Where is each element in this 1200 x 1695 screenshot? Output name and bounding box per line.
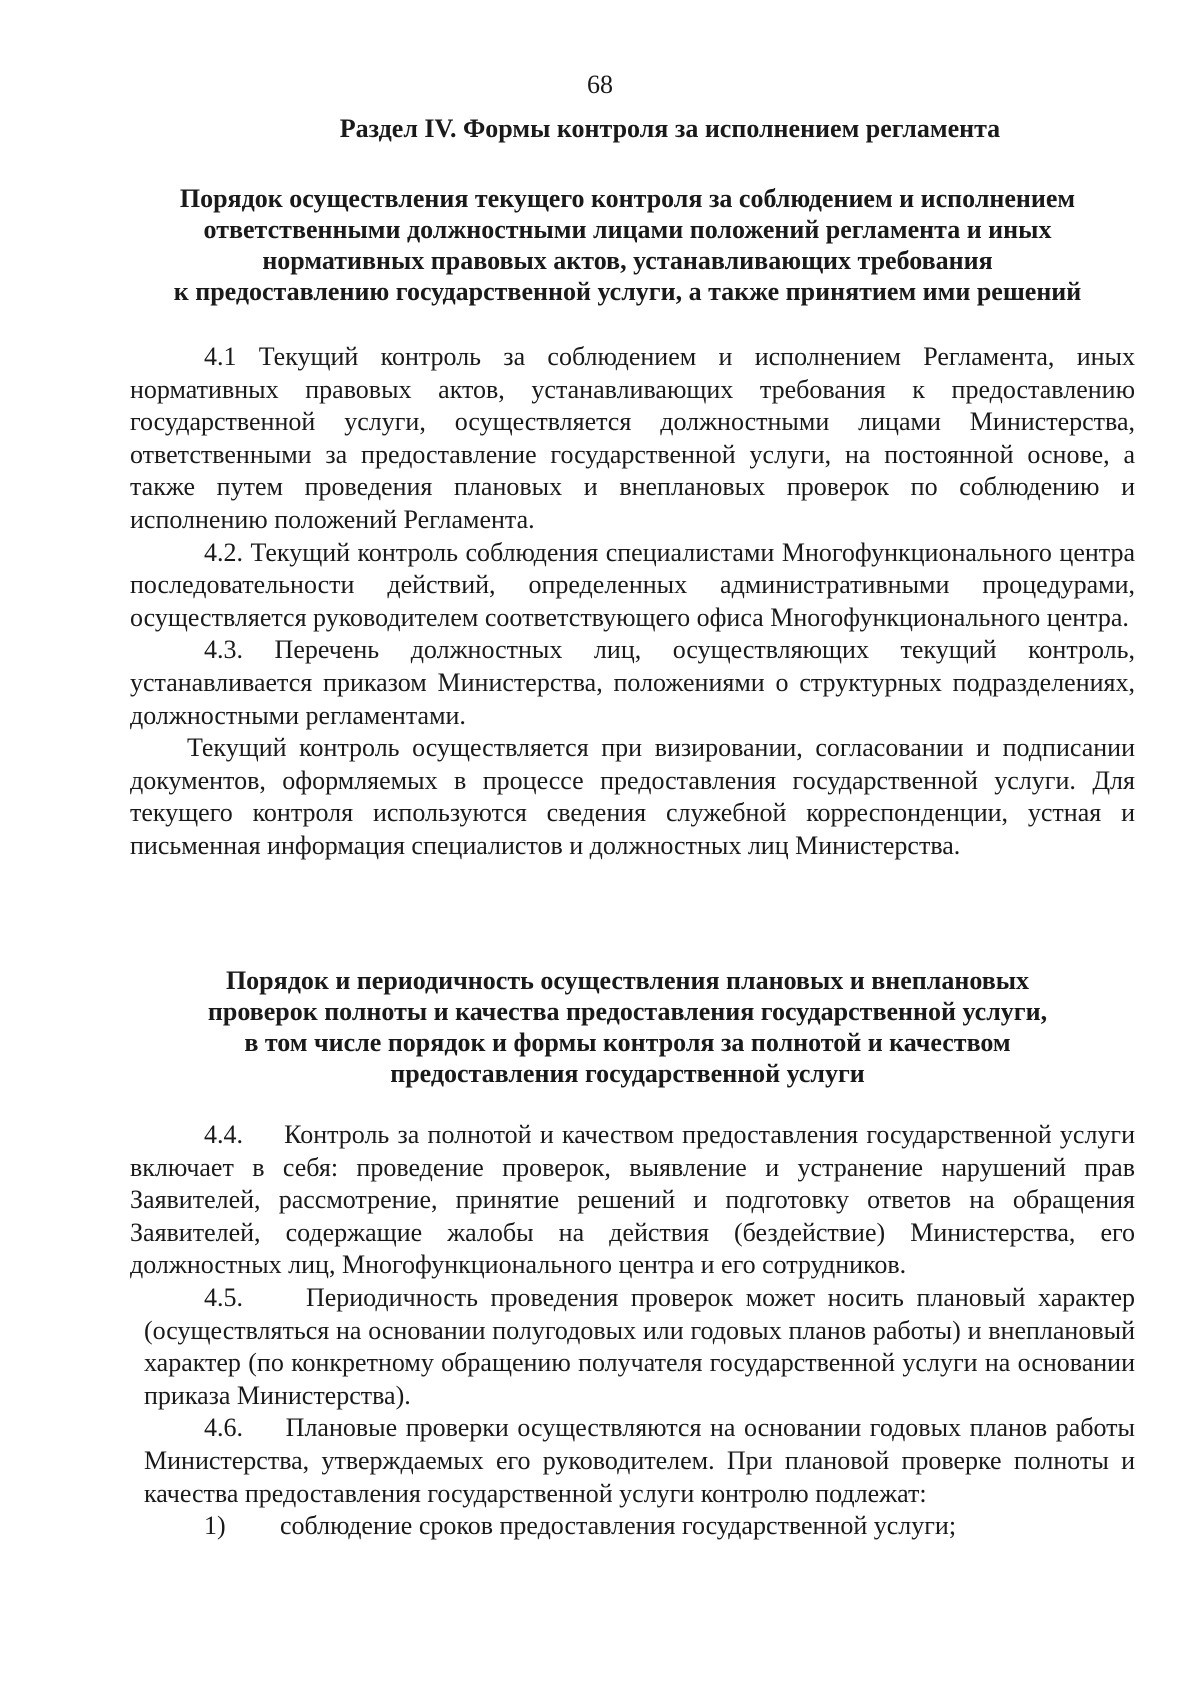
list-item-text: соблюдение сроков предоставления государственной услуги; bbox=[280, 1511, 957, 1541]
paragraph-4-2: 4.2. Текущий контроль соблюдения специалистами Многофункционального центра последовательности действий, определенных административными процедурами, осуществляется руководителем соответствующего офиса Многофункционального центра. bbox=[130, 537, 1135, 632]
section-title: Раздел IV. Формы контроля за исполнением регламента bbox=[339, 114, 1001, 143]
body-block-inspections bbox=[130, 1119, 1142, 1543]
subsection-heading-current-control bbox=[125, 183, 1130, 307]
paragraph-4-4: 4.4. Контроль за полнотой и качеством предоставления государственной услуги включает в себя: проведение проверок, выявление и устранение нарушений прав Заявителей, рассмотрение, принятие решений и подготовку ответов на обращения Заявителей, содержащие жалобы на действия (бездействие) Министерства, его должностных лиц, Многофункционального центра и его сотрудников. bbox=[130, 1120, 1142, 1280]
paragraph-4-5: 4.5. Периодичность проведения проверок может носить плановый характер (осуществляться на основании полугодовых или годовых планов работы) и внеплановый характер (по конкретному обращению получателя государственной услуги на основании приказа Министерства). bbox=[144, 1282, 1142, 1410]
page-number: 68 bbox=[587, 70, 613, 99]
heading-line: ответственными должностными лицами положений регламента и иных bbox=[203, 215, 1052, 244]
heading-line: к предоставлению государственной услуги, а также принятием ими решений bbox=[173, 277, 1082, 306]
paragraph-4-1: 4.1 Текущий контроль за соблюдением и исполнением Регламента, иных нормативных правовых актов, устанавливающих требования к предоставлению государственной услуги, осуществляется должностными лицами Министерства, ответственными за предоставление государственной услуги, на постоянной основе, а также путем проведения плановых и внеплановых проверок по соблюдению и исполнению положений Регламента. bbox=[130, 342, 1135, 534]
paragraph-current-control-details: Текущий контроль осуществляется при визировании, согласовании и подписании документов, оформляемых в процессе предоставления государственной услуги. Для текущего контроля используются сведения служебной корреспонденции, устная и письменная информация специалистов и должностных лиц Министерства. bbox=[130, 733, 1135, 860]
heading-line: проверок полноты и качества предоставления государственной услуги, bbox=[207, 997, 1048, 1026]
heading-line: Порядок осуществления текущего контроля за соблюдением и исполнением bbox=[179, 184, 1076, 213]
heading-line: Порядок и периодичность осуществления плановых и внеплановых bbox=[225, 966, 1030, 995]
list-item-number: 1) bbox=[204, 1511, 226, 1541]
heading-line: предоставления государственной услуги bbox=[390, 1059, 865, 1088]
paragraph-4-6: 4.6. Плановые проверки осуществляются на основании годовых планов работы Министерства, утверждаемых его руководителем. При плановой проверке полноты и качества предоставления государственной услуги контролю подлежат: bbox=[144, 1413, 1142, 1508]
body-block-current-control bbox=[130, 341, 1135, 863]
heading-line: нормативных правовых актов, устанавливающих требования bbox=[262, 246, 993, 275]
subsection-heading-inspections bbox=[125, 965, 1130, 1089]
heading-line: в том числе порядок и формы контроля за полнотой и качеством bbox=[244, 1028, 1011, 1057]
paragraph-4-3: 4.3. Перечень должностных лиц, осуществляющих текущий контроль, устанавливается приказом Министерства, положениями о структурных подразделениях, должностными регламентами. bbox=[130, 635, 1135, 730]
list-item bbox=[130, 1510, 1135, 1543]
